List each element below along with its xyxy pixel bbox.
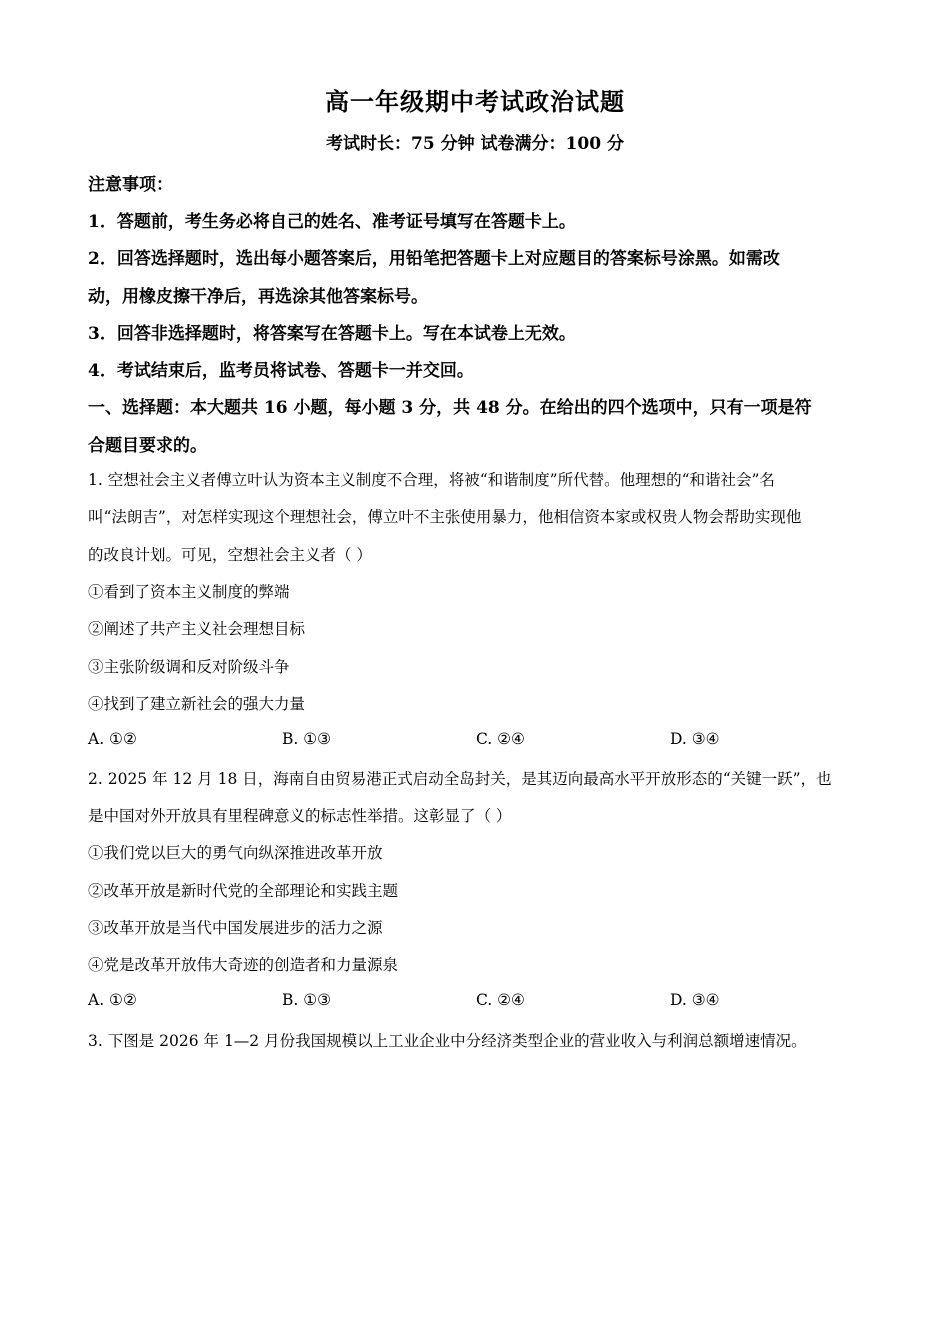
question-stem: 1. 空想社会主义者傅立叶认为资本主义制度不合理，将被“和谐制度”所代替。他理想的“和谐社会”名 xyxy=(88,471,775,489)
question-stem: 叫“法朗吉”，对怎样实现这个理想社会，傅立叶不主张使用暴力，他相信资本家或权贵人物会帮助实现他 xyxy=(88,508,802,526)
option-d: D. ③④ xyxy=(670,730,720,748)
question-statement: ④找到了建立新社会的强大力量 xyxy=(88,695,306,713)
notice-item: 3．回答非选择题时，将答案写在答题卡上。写在本试卷上无效。 xyxy=(88,324,576,344)
option-a: A. ①② xyxy=(88,730,137,748)
exam-info: 考试时长：75 分钟 试卷满分：100 分 xyxy=(326,134,624,154)
question-statement: ②改革开放是新时代党的全部理论和实践主题 xyxy=(88,882,399,900)
section-heading: 一、选择题：本大题共 16 小题，每小题 3 分，共 48 分。在给出的四个选项中，只有一项是符 xyxy=(88,398,812,418)
question-stem: 3. 下图是 2026 年 1—2 月份我国规模以上工业企业中分经济类型企业的营业收入与利润总额增速情况。 xyxy=(88,1032,807,1050)
question-statement: ③主张阶级调和反对阶级斗争 xyxy=(88,658,290,676)
option-b: B. ①③ xyxy=(282,991,332,1009)
question-statement: ②阐述了共产主义社会理想目标 xyxy=(88,620,306,638)
notice-item: 动，用橡皮擦干净后，再选涂其他答案标号。 xyxy=(88,287,428,307)
question-stem: 是中国对外开放具有里程碑意义的标志性举措。这彰显了（ ） xyxy=(88,807,512,825)
question-statement: ①看到了资本主义制度的弊端 xyxy=(88,583,290,601)
notice-heading: 注意事项： xyxy=(88,175,173,195)
question-statement: ①我们党以巨大的勇气向纵深推进改革开放 xyxy=(88,844,383,862)
question-statement: ④党是改革开放伟大奇迹的创造者和力量源泉 xyxy=(88,956,399,974)
notice-item: 2．回答选择题时，选出每小题答案后，用铅笔把答题卡上对应题目的答案标号涂黑。如需改 xyxy=(88,249,780,269)
question-stem: 2. 2025 年 12 月 18 日，海南自由贸易港正式启动全岛封关，是其迈向最高水平开放形态的“关键一跃”，也 xyxy=(88,770,832,788)
option-a: A. ①② xyxy=(88,991,137,1009)
option-c: C. ②④ xyxy=(476,991,525,1009)
option-b: B. ①③ xyxy=(282,730,332,748)
option-c: C. ②④ xyxy=(476,730,525,748)
question-statement: ③改革开放是当代中国发展进步的活力之源 xyxy=(88,919,383,937)
section-heading: 合题目要求的。 xyxy=(88,436,207,456)
notice-item: 4．考试结束后，监考员将试卷、答题卡一并交回。 xyxy=(88,361,474,381)
notice-item: 1．答题前，考生务必将自己的姓名、准考证号填写在答题卡上。 xyxy=(88,212,576,232)
question-stem: 的改良计划。可见，空想社会主义者（ ） xyxy=(88,546,372,564)
option-d: D. ③④ xyxy=(670,991,720,1009)
page-title: 高一年级期中考试政治试题 xyxy=(325,87,625,116)
